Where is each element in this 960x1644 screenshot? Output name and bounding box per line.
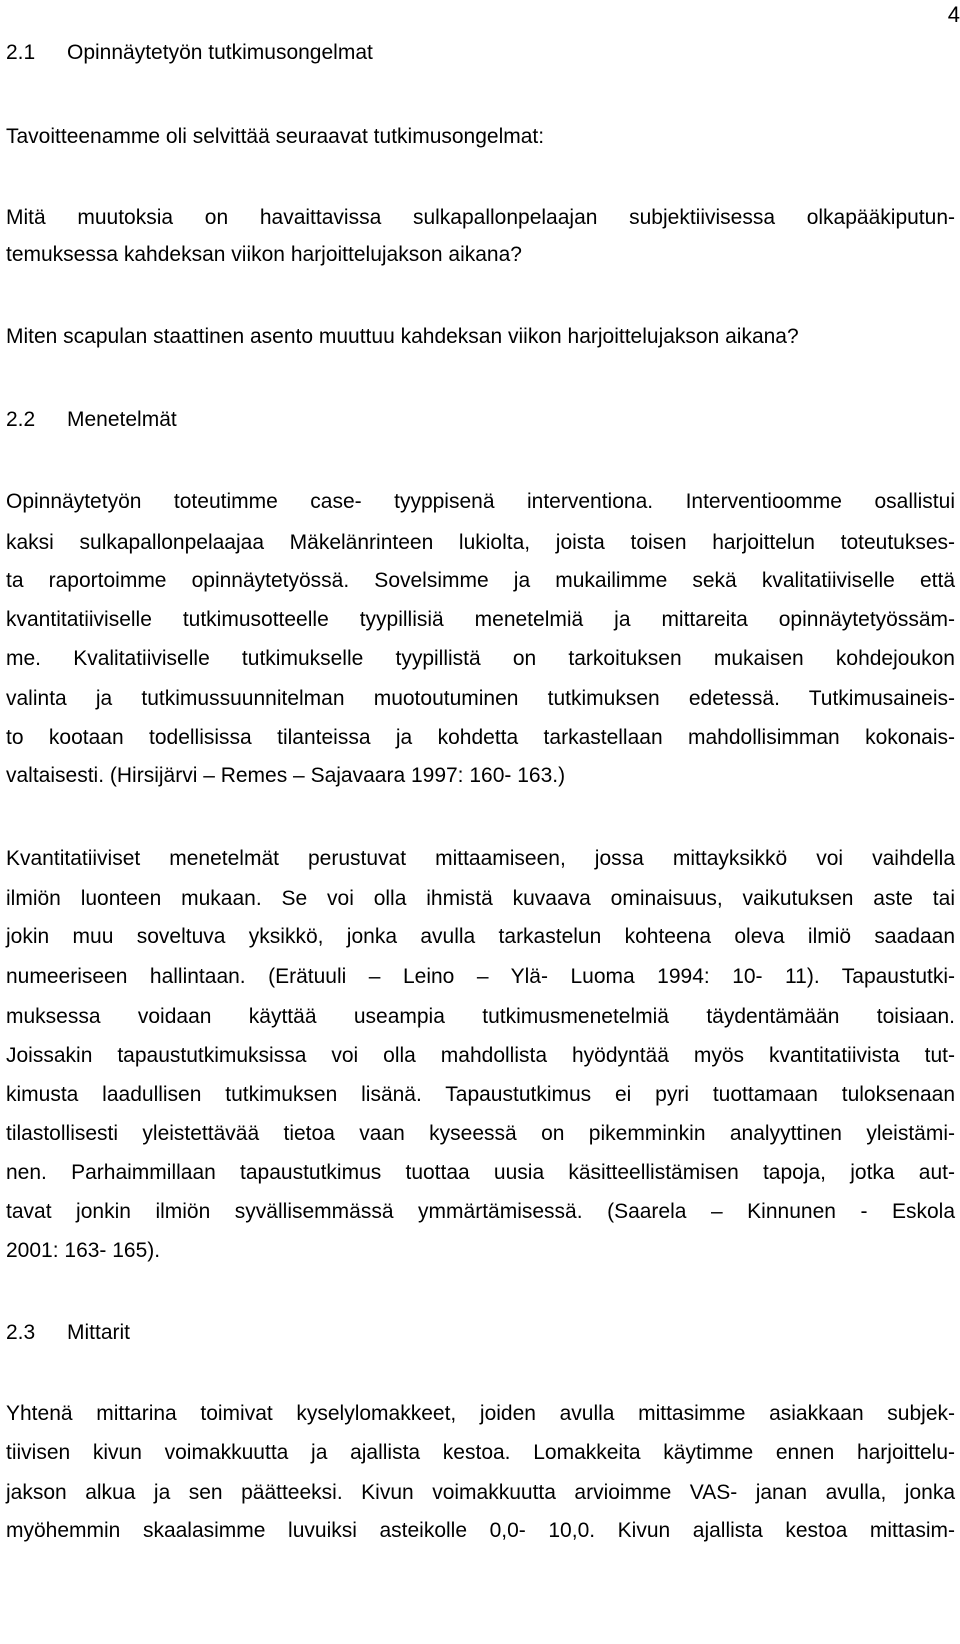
text-line: Kvantitatiiviset menetelmät perustuvat mittaamiseen, jossa mittayksikkö voi vaihdella xyxy=(6,847,955,870)
text-line: valinta ja tutkimussuunnitelman muotoutuminen tutkimuksen edetessä. Tutkimusaineis- xyxy=(6,687,955,710)
section-title: Mittarit xyxy=(67,1321,130,1344)
text-line: Opinnäytetyön toteutimme case- tyyppisenä interventiona. Interventioomme osallistui xyxy=(6,490,955,513)
text-line: myöhemmin skaalasimme luvuiksi asteikolle 0,0- 10,0. Kivun ajallista kestoa mittasim- xyxy=(6,1519,955,1542)
section-heading xyxy=(6,40,373,66)
section-number: 2.2 xyxy=(6,408,36,431)
text-line: kvantitatiiviselle tutkimusotteelle tyypillisiä menetelmiä ja mittareita opinnäytetyössäm- xyxy=(6,608,955,631)
text-line: Miten scapulan staattinen asento muuttuu kahdeksan viikon harjoittelujakson aikana? xyxy=(6,325,799,348)
text-line: ilmiön luonteen mukaan. Se voi olla ihmistä kuvaava ominaisuus, vaikutuksen aste tai xyxy=(6,887,955,910)
section-heading xyxy=(6,1320,130,1346)
text-line: me. Kvalitatiiviselle tutkimukselle tyypillistä on tarkoituksen mukaisen kohdejoukon xyxy=(6,647,955,670)
text-line: to kootaan todellisissa tilanteissa ja kohdetta tarkastellaan mahdollisimman kokonais- xyxy=(6,726,955,749)
text-line: tavat jonkin ilmiön syvällisemmässä ymmärtämisessä. (Saarela – Kinnunen - Eskola xyxy=(6,1200,955,1223)
text-line: kimusta laadullisen tutkimuksen lisänä. Tapaustutkimus ei pyri tuottamaan tuloksenaan xyxy=(6,1083,955,1106)
text-line: temuksessa kahdeksan viikon harjoittelujakson aikana? xyxy=(6,243,522,266)
text-line: muksessa voidaan käyttää useampia tutkimusmenetelmiä täydentämään toisiaan. xyxy=(6,1005,955,1028)
section-title: Opinnäytetyön tutkimusongelmat xyxy=(67,41,373,64)
text-line: valtaisesti. (Hirsijärvi – Remes – Sajavaara 1997: 160- 163.) xyxy=(6,764,566,787)
text-line: tilastollisesti yleistettävää tietoa vaan kyseessä on pikemminkin analyyttinen yleistämi- xyxy=(6,1122,955,1145)
text-line: jakson alkua ja sen päätteeksi. Kivun voimakkuutta arvioimme VAS- janan avulla, jonka xyxy=(6,1481,955,1504)
text-line: Mitä muutoksia on havaittavissa sulkapallonpelaajan subjektiivisessa olkapääkiputun- xyxy=(6,206,955,229)
text-line: Tavoitteenamme oli selvittää seuraavat tutkimusongelmat: xyxy=(6,125,545,148)
section-title: Menetelmät xyxy=(67,408,177,431)
section-number: 2.3 xyxy=(6,1321,36,1344)
text-line: tiivisen kivun voimakkuutta ja ajallista kestoa. Lomakkeita käytimme ennen harjoittelu- xyxy=(6,1441,955,1464)
text-line: nen. Parhaimmillaan tapaustutkimus tuottaa uusia käsitteellistämisen tapoja, jotka aut- xyxy=(6,1161,955,1184)
page-number: 4 xyxy=(947,2,960,27)
section-heading xyxy=(6,407,177,433)
text-line: jokin muu soveltuva yksikkö, jonka avulla tarkastelun kohteena oleva ilmiö saadaan xyxy=(6,925,955,948)
text-line: numeeriseen hallintaan. (Erätuuli – Leino – Ylä- Luoma 1994: 10- 11). Tapaustutki- xyxy=(6,965,955,988)
text-line: 2001: 163- 165). xyxy=(6,1239,161,1262)
text-line: Yhtenä mittarina toimivat kyselylomakkeet, joiden avulla mittasimme asiakkaan subjek- xyxy=(6,1402,955,1425)
text-line: Joissakin tapaustutkimuksissa voi olla mahdollista hyödyntää myös kvantitatiivista tut- xyxy=(6,1044,955,1067)
text-line: ta raportoimme opinnäytetyössä. Sovelsimme ja mukailimme sekä kvalitatiiviselle että xyxy=(6,569,955,592)
section-number: 2.1 xyxy=(6,41,36,64)
text-line: kaksi sulkapallonpelaajaa Mäkelänrinteen lukiolta, joista toisen harjoittelun toteutukses- xyxy=(6,531,955,554)
